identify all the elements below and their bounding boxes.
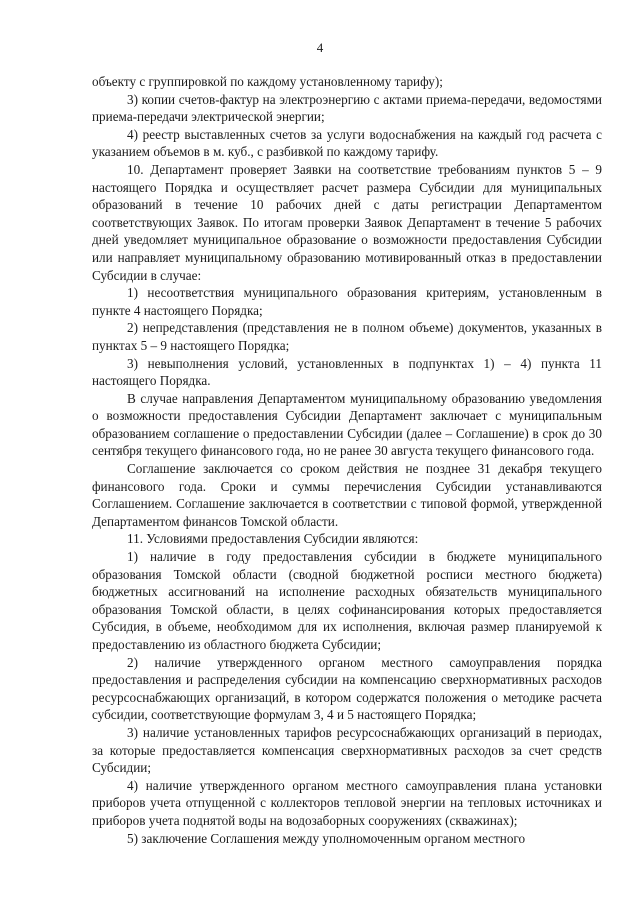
paragraph: 3) невыполнения условий, установленных в подпунктах 1) – 4) пункта 11 настоящего Порядка. — [92, 355, 602, 389]
page-number: 4 — [316, 40, 324, 55]
paragraph: 3) копии счетов-фактур на электроэнергию с актами приема-передачи, ведомостями приема-передачи электрической энергии; — [92, 91, 602, 125]
paragraph: В случае направления Департаментом муниципальному образованию уведомления о возможности предоставления Субсидии Департамент заключает с муниципальным образованием соглашение о предоставлении Субсидии (далее – Соглашение) в срок до 30 сентября текущего финансового года, но не ранее 30 августа текущего финансового года. — [92, 390, 602, 459]
paragraph: 5) заключение Соглашения между уполномоченным органом местного — [127, 830, 526, 846]
paragraph: объекту с группировкой по каждому установленному тарифу); — [92, 74, 443, 89]
paragraph: 1) несоответствия муниципального образования критериям, установленным в пункте 4 настоящего Порядка; — [92, 285, 602, 318]
paragraph: 11. Условиями предоставления Субсидии являются: — [127, 531, 419, 547]
paragraph: 4) наличие утвержденного органом местного самоуправления плана установки приборов учета отпущенной с коллекторов тепловой энергии на тепловых источниках и приборов учета поднятой воды на водозаборных сооружениях (скважинах); — [92, 777, 602, 828]
document-body — [92, 73, 602, 847]
paragraph: Соглашение заключается со сроком действия не позднее 31 декабря текущего финансового года. Сроки и суммы перечисления Субсидии устанавливаются Соглашением. Соглашение заключается в соответствии с типовой формой, утвержденной Департаментом финансов Томской области. — [92, 461, 602, 529]
paragraph: 3) наличие установленных тарифов ресурсоснабжающих организаций в периодах, за которые предоставляется компенсация сверхнормативных расходов за счет средств Субсидии; — [92, 724, 602, 776]
paragraph: 10. Департамент проверяет Заявки на соответствие требованиям пунктов 5 – 9 настоящего Порядка и осуществляет расчет размера Субсидии для муниципальных образований в течение 10 рабочих дней с даты регистрации Департаментом соответствующих Заявок. По итогам проверки Заявок Департамент в течение 5 рабочих дней уведомляет муниципальное образование о возможности предоставления Субсидии или направляет муниципальному образованию мотивированный отказ в предоставлении Субсидии в случае: — [92, 161, 602, 283]
paragraph: 4) реестр выставленных счетов за услуги водоснабжения на каждый год расчета с указанием объемов в м. куб., с разбивкой по каждому тарифу. — [92, 126, 602, 160]
paragraph: 1) наличие в году предоставления субсидии в бюджете муниципального образования Томской области (сводной бюджетной росписи местного бюджета) бюджетных ассигнований на исполнение расходных обязательств муниципального образования Томской области, в целях софинансирования которых предоставляется Субсидия, в объеме, необходимом для их исполнения, включая размер планируемой к предоставлению из областного бюджета Субсидии; — [92, 549, 602, 652]
paragraph: 2) наличие утвержденного органом местного самоуправления порядка предоставления и распределения субсидии на компенсацию сверхнормативных расходов ресурсоснабжающих организаций, в котором содержатся положения о методике расчета субсидии, соответствующие формулам 3, 4 и 5 настоящего Порядка; — [92, 654, 602, 723]
paragraph: 2) непредставления (представления не в полном объеме) документов, указанных в пунктах 5 – 9 настоящего Порядка; — [92, 320, 602, 353]
